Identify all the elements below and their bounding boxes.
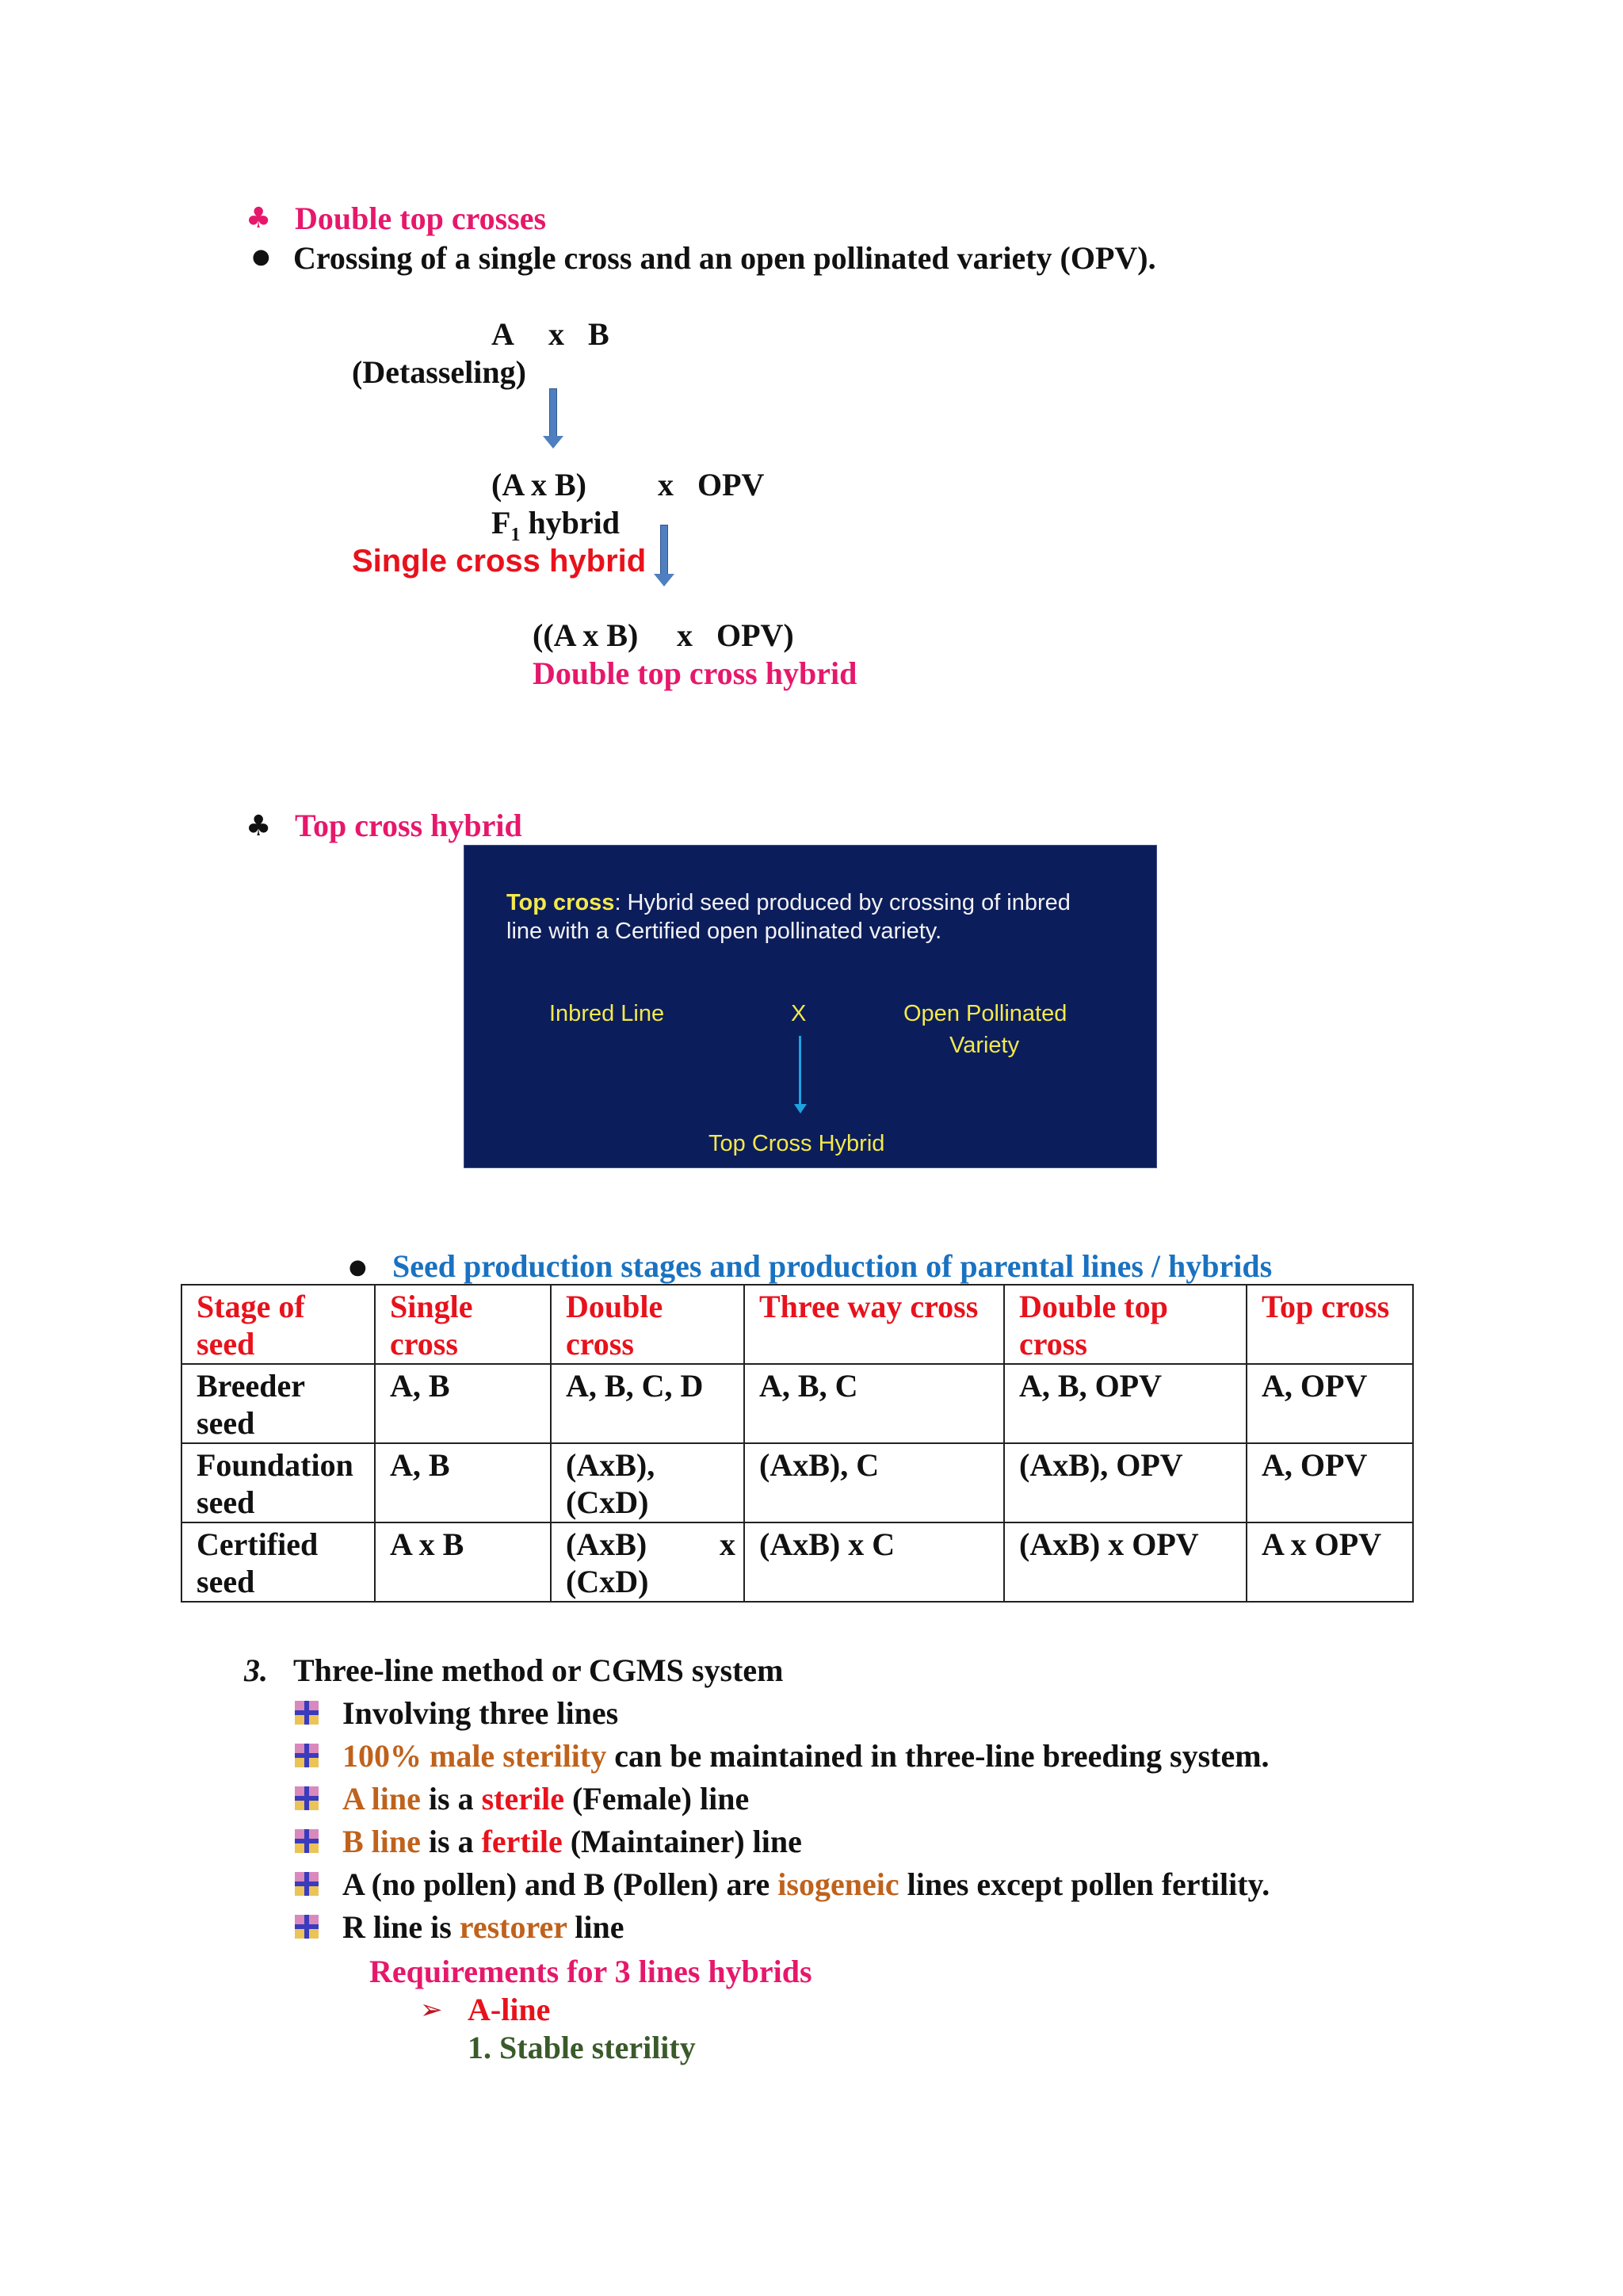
- slide-arrow-head-icon: [794, 1104, 807, 1114]
- f1-hybrid-label: $F_1$ hybrid: [491, 505, 621, 545]
- cell-top: A, OPV: [1247, 1443, 1413, 1522]
- round-bullet-icon: ●: [252, 245, 270, 269]
- final-cross-right: OPV): [716, 617, 794, 653]
- list-item: B line is a fertile (Maintainer) line: [342, 1824, 802, 1859]
- single-cross-formula: (A x B): [491, 467, 586, 502]
- list-item: A (no pollen) and B (Pollen) are isogeneic lines except pollen fertility.: [342, 1866, 1270, 1902]
- plus-arrow-bullet-icon: [295, 1829, 319, 1853]
- cross-symbol: x: [658, 467, 674, 502]
- cross-symbol: x: [677, 617, 693, 653]
- club-suit-icon: ♣: [246, 810, 272, 842]
- slide-result: Top Cross Hybrid: [708, 1131, 885, 1156]
- section-number: 3.: [244, 1652, 268, 1688]
- parent-b: B: [588, 316, 609, 352]
- slide-definition-line2: line with a Certified open pollinated variety.: [506, 919, 942, 944]
- cell-single: A, B: [375, 1443, 551, 1522]
- table-row: [181, 1522, 1413, 1602]
- bullet-text: Crossing of a single cross and an open pollinated variety (OPV).: [293, 240, 1156, 276]
- cell-double: (AxB), (CxD): [551, 1443, 744, 1522]
- slide-opv-line2: Variety: [949, 1033, 1020, 1058]
- cell-double: (AxB) x (CxD): [551, 1522, 744, 1602]
- header-single: Single cross: [375, 1285, 551, 1364]
- cell-stage: Foundation seed: [181, 1443, 375, 1522]
- cell-doubletop: (AxB), OPV: [1004, 1443, 1247, 1522]
- table-row: [181, 1364, 1413, 1443]
- cell-threeway: (AxB), C: [744, 1443, 1004, 1522]
- cell-doubletop: (AxB) x OPV: [1004, 1522, 1247, 1602]
- table-header-row: [181, 1285, 1413, 1364]
- slide-inbred-line: Inbred Line: [549, 1001, 665, 1026]
- cross-symbol: x: [548, 316, 564, 352]
- top-cross-slide-image: [464, 845, 1157, 1168]
- cell-threeway: A, B, C: [744, 1364, 1004, 1443]
- slide-definition-line1: Top cross: Hybrid seed produced by crossing of inbred: [506, 890, 1071, 915]
- parent-a: A: [491, 316, 514, 352]
- cell-threeway: (AxB) x C: [744, 1522, 1004, 1602]
- header-threeway: Three way cross: [744, 1285, 1004, 1364]
- slide-opv-line1: Open Pollinated: [903, 1001, 1067, 1026]
- list-item: R line is restorer line: [342, 1909, 624, 1945]
- plus-arrow-bullet-icon: [295, 1915, 319, 1939]
- section-heading-three-line: Three-line method or CGMS system: [293, 1652, 784, 1688]
- cell-single: A, B: [375, 1364, 551, 1443]
- final-cross-left: ((A x B): [533, 617, 639, 653]
- requirements-heading: Requirements for 3 lines hybrids: [369, 1954, 812, 1989]
- double-top-cross-hybrid-label: Double top cross hybrid: [533, 655, 857, 691]
- list-item: 100% male sterility can be maintained in three-line breeding system.: [342, 1738, 1270, 1774]
- detasseling-label: (Detasseling): [352, 354, 526, 390]
- plus-arrow-bullet-icon: [295, 1701, 319, 1725]
- arrow-bullet-icon: ➢: [420, 1994, 443, 2026]
- header-doubletop: Double top cross: [1004, 1285, 1247, 1364]
- table-row: [181, 1443, 1413, 1522]
- seed-production-table: [181, 1284, 1414, 1603]
- cell-single: A x B: [375, 1522, 551, 1602]
- down-arrow-icon: [543, 388, 563, 450]
- plus-arrow-bullet-icon: [295, 1744, 319, 1767]
- slide-cross-x: X: [791, 1001, 807, 1026]
- list-item: Involving three lines: [342, 1695, 619, 1731]
- cell-stage: Certified seed: [181, 1522, 375, 1602]
- header-top: Top cross: [1247, 1285, 1413, 1364]
- down-arrow-icon: [654, 525, 674, 588]
- cell-top: A, OPV: [1247, 1364, 1413, 1443]
- cell-double: A, B, C, D: [551, 1364, 744, 1443]
- list-item: A line is a sterile (Female) line: [342, 1781, 750, 1817]
- stable-sterility: 1. Stable sterility: [468, 2030, 696, 2065]
- section-heading-double-top: Double top crosses: [295, 201, 547, 236]
- plus-arrow-bullet-icon: [295, 1786, 319, 1810]
- cell-doubletop: A, B, OPV: [1004, 1364, 1247, 1443]
- slide-down-arrow-icon: [799, 1036, 801, 1107]
- opv-label: OPV: [697, 467, 765, 502]
- header-double: Double cross: [551, 1285, 744, 1364]
- a-line-heading: A-line: [468, 1992, 551, 2027]
- cell-top: A x OPV: [1247, 1522, 1413, 1602]
- round-bullet-icon: ●: [349, 1255, 367, 1279]
- cell-stage: Breeder seed: [181, 1364, 375, 1443]
- header-stage: Stage of seed: [181, 1285, 375, 1364]
- single-cross-hybrid-label: Single cross hybrid: [352, 544, 647, 579]
- plus-arrow-bullet-icon: [295, 1872, 319, 1896]
- section-heading-top-cross: Top cross hybrid: [295, 808, 522, 843]
- club-suit-icon: ♣: [246, 202, 272, 235]
- table-caption: Seed production stages and production of parental lines / hybrids: [392, 1248, 1273, 1284]
